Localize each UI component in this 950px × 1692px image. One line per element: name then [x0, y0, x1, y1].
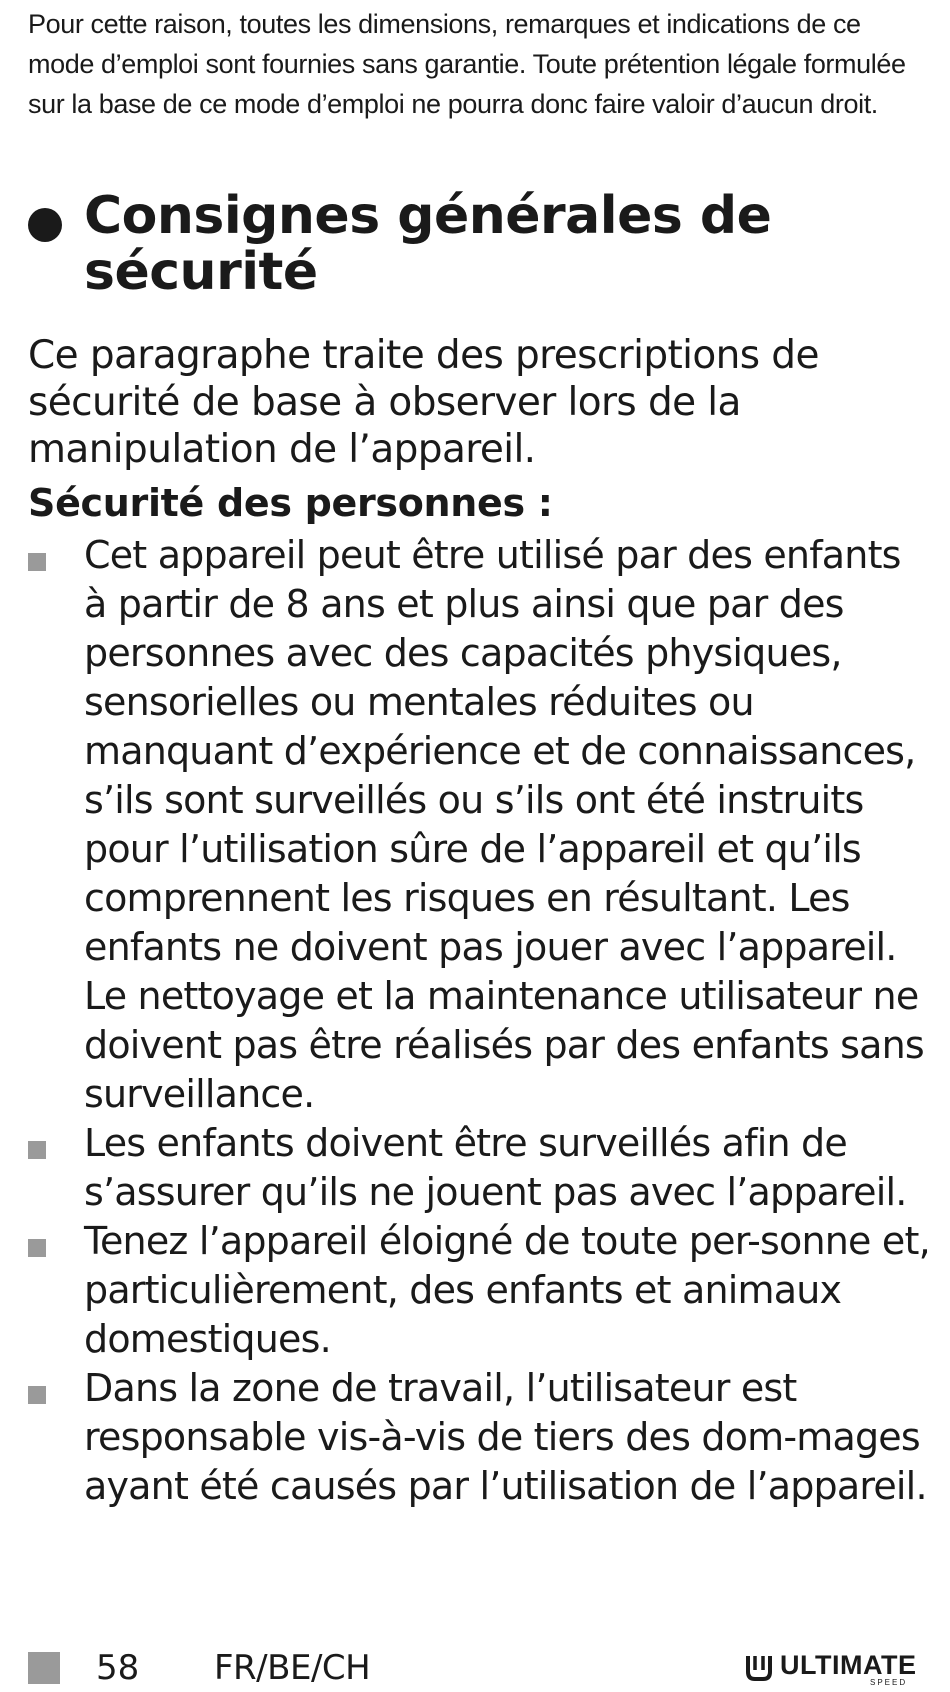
square-bullet-icon: [28, 1386, 46, 1404]
section-title-line2: sécurité: [84, 242, 318, 302]
brand-logo: [744, 1650, 922, 1688]
square-bullet-icon: [28, 1239, 46, 1257]
list-item: [28, 1119, 933, 1217]
list-item-text: Dans la zone de travail, l’utilisateur est responsable vis-à-vis de tiers des dom-mages ayant été causés par l’utilisation de l’appareil.: [84, 1366, 927, 1508]
list-item: [28, 531, 933, 1119]
square-bullet-icon: [28, 1141, 46, 1159]
list-item: [28, 1217, 933, 1364]
list-item: [28, 1364, 933, 1511]
page-number: 58: [96, 1648, 140, 1688]
locale-codes: FR/BE/CH: [214, 1648, 371, 1688]
list-item-text: Cet appareil peut être utilisé par des enfants à partir de 8 ans et plus ainsi que par des personnes avec des capacités physiques, sensorielles ou mentales réduites ou manquant d’expérience et de connaissances, s’ils sont surveillés ou s’ils ont été instruits pour l’utilisation sûre de l’appareil et qu’ils comprennent les risques en résultant. Les enfants ne doivent pas jouer avec l’appareil. Le nettoyage et la maintenance utilisateur ne doivent pas être réalisés par des enfants sans surveillance.: [84, 533, 924, 1116]
heading-bullet-icon: [28, 208, 62, 242]
intro-paragraph: Pour cette raison, toutes les dimensions, remarques et indications de ce mode d’emploi sont fournies sans garantie. Toute prétention légale formulée sur la base de ce mode d’emploi ne pourra donc faire valoir d’aucun droit.: [28, 9, 906, 119]
list-item-text: Les enfants doivent être surveillés afin de s’assurer qu’ils ne jouent pas avec l’appareil.: [84, 1121, 907, 1214]
lead-paragraph: Ce paragraphe traite des prescriptions de sécurité de base à observer lors de la manipulation de l’appareil.: [28, 333, 819, 472]
subheading-personal-safety: Sécurité des personnes :: [28, 481, 553, 525]
footer-square-icon: [28, 1652, 60, 1684]
list-item-text: Tenez l’appareil éloigné de toute per-sonne et, particulièrement, des enfants et animaux domestiques.: [84, 1219, 930, 1361]
section-title: [84, 188, 771, 300]
safety-list: [28, 531, 933, 1511]
brand-name: ULTIMATE: [780, 1650, 917, 1680]
brand-mark-icon: [744, 1652, 774, 1682]
brand-subtitle: SPEED: [870, 1678, 908, 1687]
section-title-line1: Consignes générales de: [84, 186, 772, 246]
page-footer: [0, 1648, 950, 1688]
square-bullet-icon: [28, 553, 46, 571]
section-heading: [28, 188, 908, 300]
